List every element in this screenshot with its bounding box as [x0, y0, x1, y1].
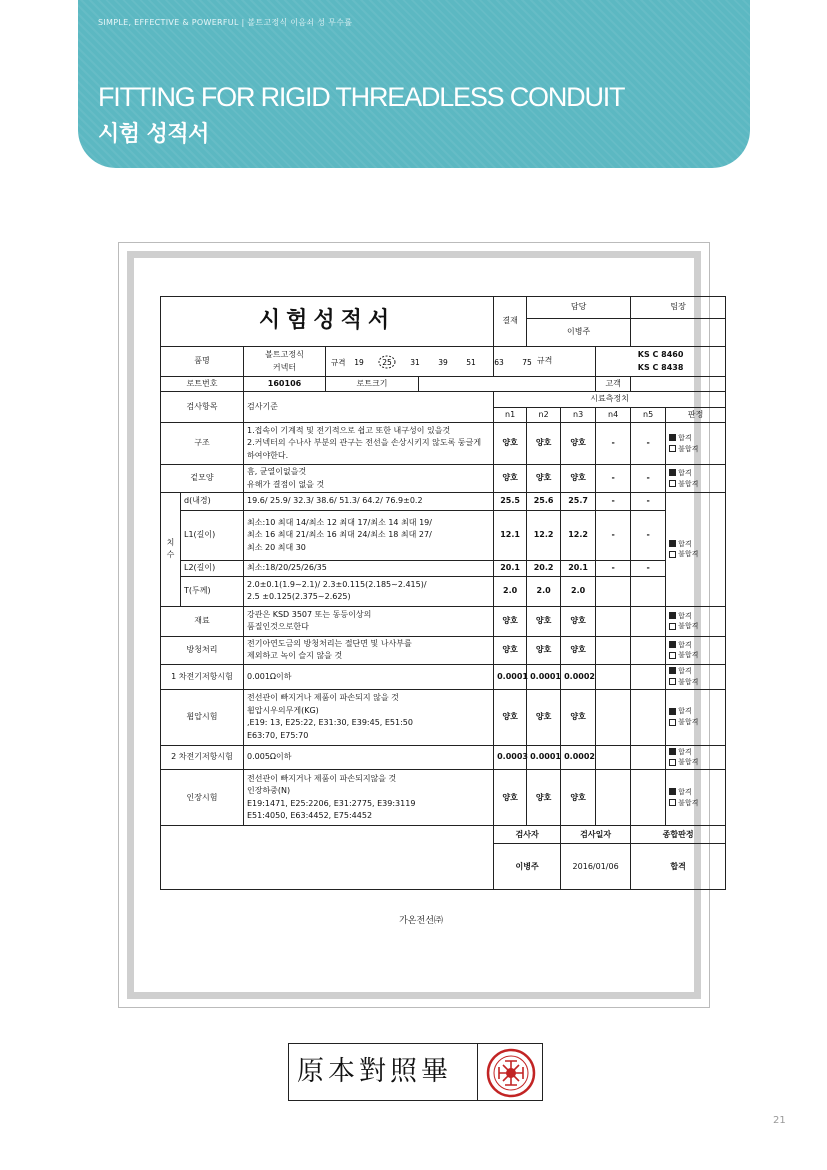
n3-value: 양호 — [561, 606, 596, 636]
report-title: 시험성적서 — [161, 297, 494, 347]
verdict-fail-label: 불합격 — [678, 718, 699, 727]
verdict-fail — [669, 549, 722, 560]
dimension-char: 수 — [166, 550, 175, 560]
item-name: 방청처리 — [161, 636, 244, 664]
page-number: 21 — [773, 1115, 786, 1126]
criteria-cell — [244, 465, 494, 493]
checked-box-icon — [669, 612, 676, 619]
verdict-cell — [666, 745, 726, 770]
lot-label: 로트번호 — [161, 377, 244, 392]
verdict-fail — [669, 444, 722, 455]
verdict-pass — [669, 706, 722, 717]
verdict-cell — [666, 465, 726, 493]
n5-value: - — [631, 492, 666, 510]
n5-value — [631, 689, 666, 745]
criteria-cell — [244, 636, 494, 664]
item-name: T(두께) — [181, 576, 244, 606]
original-copy-stamp — [288, 1043, 543, 1101]
item-header: 검사항목 — [161, 392, 244, 423]
checked-box-icon — [669, 708, 676, 715]
checked-box-icon — [669, 667, 676, 674]
table-row — [161, 689, 726, 745]
verdict-pass-label: 합격 — [678, 539, 692, 548]
spec-size: 19 — [354, 357, 364, 367]
checked-box-icon — [669, 641, 676, 648]
table-row — [161, 560, 726, 576]
n1-value: 양호 — [494, 465, 527, 493]
verdict-pass — [669, 747, 722, 758]
n3-value: 0.0002 — [561, 664, 596, 689]
n5-value — [631, 770, 666, 826]
verdict-fail-label: 불합격 — [678, 798, 699, 807]
n5-value — [631, 664, 666, 689]
n5-value: - — [631, 423, 666, 465]
table-row — [161, 606, 726, 636]
verdict-pass — [669, 666, 722, 677]
criteria-line: 제외하고 녹이 슬지 않을 것 — [247, 651, 343, 661]
n1-value: 2.0 — [494, 576, 527, 606]
verdict-cell — [666, 423, 726, 465]
criteria-line: 2.0±0.1(1.9~2.1)/ 2.3±0.115(2.185~2.415)/ — [247, 580, 427, 590]
criteria-line: ,E19: 13, E25:22, E31:30, E39:45, E51:50 — [247, 718, 413, 728]
item-name: 2 차전기저항시험 — [161, 745, 244, 770]
certificate-frame — [118, 242, 710, 1008]
criteria-line: 2.5 ±0.125(2.375~2.625) — [247, 592, 351, 602]
n2-value: 25.6 — [527, 492, 561, 510]
n5-value: - — [631, 560, 666, 576]
n1-value: 양호 — [494, 636, 527, 664]
n1-value: 20.1 — [494, 560, 527, 576]
n5-value — [631, 576, 666, 606]
red-seal-icon — [485, 1047, 537, 1099]
inspection-date: 2016/01/06 — [561, 844, 631, 890]
verdict-fail — [669, 650, 722, 661]
empty-box-icon — [669, 445, 676, 452]
n1-value: 양호 — [494, 770, 527, 826]
verdict-fail — [669, 798, 722, 809]
table-row — [161, 745, 726, 770]
n4-value — [596, 689, 631, 745]
verdict-cell — [666, 492, 726, 606]
n3-value: 양호 — [561, 770, 596, 826]
checked-box-icon — [669, 540, 676, 547]
empty-box-icon — [669, 719, 676, 726]
n3-value: 25.7 — [561, 492, 596, 510]
lot-size-label: 로트크기 — [326, 377, 419, 392]
spec-size: 51 — [466, 357, 476, 367]
leader-label: 팀장 — [631, 297, 726, 319]
product-name-line1: 볼트고정식 — [265, 350, 304, 360]
n3-value: 2.0 — [561, 576, 596, 606]
judge-label: 종합판정 — [631, 826, 726, 844]
samples-header: 시료측정치 — [494, 392, 726, 407]
n5-value: - — [631, 465, 666, 493]
empty-box-icon — [669, 799, 676, 806]
spec-sizes — [326, 347, 532, 377]
certificate-scan — [127, 251, 704, 999]
criteria-line: E51:4050, E63:4452, E75:4452 — [247, 811, 373, 821]
empty-box-icon — [669, 480, 676, 487]
test-report-table — [160, 296, 726, 890]
criteria-line: 최소 20 최대 30 — [247, 542, 306, 552]
inspector-name: 이병주 — [494, 844, 561, 890]
item-name: d(내경) — [181, 492, 244, 510]
spec-size: 25 — [382, 357, 392, 367]
n4-value — [596, 606, 631, 636]
dimension-char: 치 — [166, 538, 175, 548]
verdict-pass-label: 합격 — [678, 707, 692, 716]
n1-value: 양호 — [494, 606, 527, 636]
item-name: 재료 — [161, 606, 244, 636]
date-label: 검사일자 — [561, 826, 631, 844]
n4-header: n4 — [596, 407, 631, 422]
n3-value: 양호 — [561, 636, 596, 664]
leader-name — [631, 319, 726, 347]
criteria-line: E63:70, E75:70 — [247, 730, 309, 740]
lot-size-value — [419, 377, 596, 392]
verdict-fail-label: 불합격 — [678, 444, 699, 453]
n4-value — [596, 576, 631, 606]
criteria-cell — [244, 664, 494, 689]
verdict-pass-label: 합격 — [678, 640, 692, 649]
header-tagline: SIMPLE, EFFECTIVE & POWERFUL | 볼트고정식 이음쇠 성 무수롤 — [98, 18, 353, 27]
charge-name: 이병주 — [527, 319, 631, 347]
criteria-cell — [244, 770, 494, 826]
spec-size: 31 — [410, 357, 420, 367]
n2-value: 양호 — [527, 689, 561, 745]
n3-value: 양호 — [561, 465, 596, 493]
verdict-pass — [669, 468, 722, 479]
criteria-line: 0.005Ω이하 — [247, 752, 292, 762]
n2-value: 20.2 — [527, 560, 561, 576]
n2-header: n2 — [527, 407, 561, 422]
customer-value — [631, 377, 726, 392]
criteria-line: 전선관이 빠지거나 제품이 파손되지않을 것 — [247, 774, 397, 784]
criteria-line: 흠, 균열이없을것 — [247, 467, 307, 477]
n2-value: 2.0 — [527, 576, 561, 606]
product-name-line2: 커넥터 — [272, 362, 297, 372]
verdict-cell — [666, 606, 726, 636]
verdict-pass-label: 합격 — [678, 666, 692, 675]
criteria-cell — [244, 576, 494, 606]
verdict-cell — [666, 636, 726, 664]
n3-header: n3 — [561, 407, 596, 422]
std-2: KS C 8438 — [637, 362, 684, 372]
item-name: L1(길이) — [181, 510, 244, 560]
criteria-line: 강관은 KSD 3507 또는 동등이상의 — [247, 610, 372, 620]
verdict-fail-label: 불합격 — [678, 677, 699, 686]
n4-value — [596, 745, 631, 770]
n3-value: 20.1 — [561, 560, 596, 576]
criteria-line: 2.커넥터의 수나사 부분의 관구는 전선을 손상시키지 않도록 둥글게 하여야한다. — [247, 438, 482, 460]
verdict-cell — [666, 689, 726, 745]
n4-value — [596, 636, 631, 664]
empty-box-icon — [669, 551, 676, 558]
checked-box-icon — [669, 788, 676, 795]
table-row — [161, 465, 726, 493]
verdict-cell — [666, 664, 726, 689]
criteria-cell — [244, 560, 494, 576]
table-row — [161, 510, 726, 560]
spec-label: 규격 — [331, 357, 346, 367]
n4-value — [596, 770, 631, 826]
criteria-cell — [244, 606, 494, 636]
item-name: 겉모양 — [161, 465, 244, 493]
verdict-pass — [669, 640, 722, 651]
item-name: L2(길이) — [181, 560, 244, 576]
approval-label: 결재 — [494, 297, 527, 347]
table-row — [161, 664, 726, 689]
verdict-pass-label: 합격 — [678, 611, 692, 620]
stamp-divider — [477, 1044, 478, 1100]
verdict-pass-label: 합격 — [678, 787, 692, 796]
criteria-line: 최소 16 최대 21/최소 16 최대 24/최소 18 최대 27/ — [247, 530, 432, 540]
n2-value: 양호 — [527, 636, 561, 664]
n2-value: 12.2 — [527, 510, 561, 560]
verdict-pass — [669, 787, 722, 798]
n2-value: 양호 — [527, 465, 561, 493]
product-label: 품명 — [161, 347, 244, 377]
n5-value — [631, 636, 666, 664]
inspector-label: 검사자 — [494, 826, 561, 844]
std-label: 규격 — [494, 347, 596, 377]
spec-size: 39 — [438, 357, 448, 367]
verdict-fail-label: 불합격 — [678, 622, 699, 631]
verdict-fail — [669, 621, 722, 632]
criteria-line: 전기아연도금의 방청처리는 절단면 및 나사부를 — [247, 639, 412, 649]
criteria-cell — [244, 689, 494, 745]
criteria-line: 최소:18/20/25/26/35 — [247, 563, 327, 573]
empty-box-icon — [669, 759, 676, 766]
checked-box-icon — [669, 469, 676, 476]
empty-box-icon — [669, 652, 676, 659]
criteria-line: 0.001Ω이하 — [247, 671, 292, 681]
n3-value: 0.0002 — [561, 745, 596, 770]
company-name: 가온전선㈜ — [399, 916, 443, 926]
n4-value: - — [596, 492, 631, 510]
header-title: FITTING FOR RIGID THREADLESS CONDUIT — [98, 82, 625, 112]
item-name: 1 차전기저항시험 — [161, 664, 244, 689]
n3-value: 12.2 — [561, 510, 596, 560]
table-row — [161, 423, 726, 465]
n2-value: 0.0001 — [527, 664, 561, 689]
n4-value: - — [596, 465, 631, 493]
n5-value: - — [631, 510, 666, 560]
verdict-pass-label: 합격 — [678, 747, 692, 756]
verdict-pass — [669, 611, 722, 622]
n5-value — [631, 745, 666, 770]
criteria-cell — [244, 492, 494, 510]
footer-blank — [161, 826, 494, 890]
n5-value — [631, 606, 666, 636]
n2-value: 양호 — [527, 423, 561, 465]
verdict-cell — [666, 770, 726, 826]
table-row — [161, 492, 726, 510]
criteria-line: E19:1471, E25:2206, E31:2775, E39:3119 — [247, 798, 416, 808]
criteria-line: 유해가 결점이 없을 것 — [247, 479, 325, 489]
spec-size: 63 — [494, 357, 504, 367]
criteria-header: 검사기준 — [244, 392, 494, 423]
verdict-fail — [669, 757, 722, 768]
n2-value: 양호 — [527, 606, 561, 636]
header-subtitle: 시험 성적서 — [98, 122, 209, 147]
verdict-pass-label: 합격 — [678, 468, 692, 477]
n3-value: 양호 — [561, 689, 596, 745]
header-banner — [78, 0, 750, 168]
n1-value: 0.0001 — [494, 664, 527, 689]
verdict-fail — [669, 677, 722, 688]
checked-box-icon — [669, 434, 676, 441]
verdict-fail-label: 불합격 — [678, 479, 699, 488]
n3-value: 양호 — [561, 423, 596, 465]
verdict-pass — [669, 539, 722, 550]
table-row — [161, 636, 726, 664]
criteria-line: 휨압시우의무게(KG) — [247, 705, 319, 715]
verdict-pass-label: 합격 — [678, 433, 692, 442]
n1-value: 25.5 — [494, 492, 527, 510]
table-row — [161, 576, 726, 606]
empty-box-icon — [669, 623, 676, 630]
criteria-cell — [244, 510, 494, 560]
verdict-header: 판정 — [666, 407, 726, 422]
criteria-line: 19.6/ 25.9/ 32.3/ 38.6/ 51.3/ 64.2/ 76.9±0.2 — [247, 496, 423, 506]
criteria-line: 인장하중(N) — [247, 786, 291, 796]
item-name: 구조 — [161, 423, 244, 465]
criteria-line: 전선관이 빠지거나 제품이 파손되지 않을 것 — [247, 693, 399, 703]
lot-value: 160106 — [244, 377, 326, 392]
overall-judgement: 합격 — [631, 844, 726, 890]
n2-value: 양호 — [527, 770, 561, 826]
checked-box-icon — [669, 748, 676, 755]
spec-size: 75 — [522, 357, 532, 367]
n1-value: 양호 — [494, 689, 527, 745]
n4-value: - — [596, 510, 631, 560]
table-row — [161, 770, 726, 826]
n1-value: 양호 — [494, 423, 527, 465]
n2-value: 0.0001 — [527, 745, 561, 770]
verdict-fail-label: 불합격 — [678, 651, 699, 660]
criteria-cell — [244, 423, 494, 465]
criteria-cell — [244, 745, 494, 770]
n5-header: n5 — [631, 407, 666, 422]
n1-value: 0.0003 — [494, 745, 527, 770]
dimension-label — [161, 492, 181, 606]
n4-value: - — [596, 560, 631, 576]
item-name: 인장시험 — [161, 770, 244, 826]
stamp-text: 原本對照畢 — [297, 1056, 452, 1087]
empty-box-icon — [669, 678, 676, 685]
verdict-fail — [669, 479, 722, 490]
charge-label: 담당 — [527, 297, 631, 319]
n1-header: n1 — [494, 407, 527, 422]
criteria-line: 최소:10 최대 14/최소 12 최대 17/최소 14 최대 19/ — [247, 517, 432, 527]
customer-label: 고객 — [596, 377, 631, 392]
n4-value: - — [596, 423, 631, 465]
verdict-fail-label: 불합격 — [678, 758, 699, 767]
verdict-fail-label: 불합격 — [678, 550, 699, 559]
n4-value — [596, 664, 631, 689]
verdict-fail — [669, 717, 722, 728]
criteria-line: 품질인것으로한다 — [247, 622, 309, 632]
criteria-line: 1.접속이 기계적 및 전기적으로 쉽고 또한 내구성이 있을것 — [247, 426, 451, 436]
std-1: KS C 8460 — [637, 350, 684, 360]
n1-value: 12.1 — [494, 510, 527, 560]
item-name: 휨압시험 — [161, 689, 244, 745]
verdict-pass — [669, 433, 722, 444]
